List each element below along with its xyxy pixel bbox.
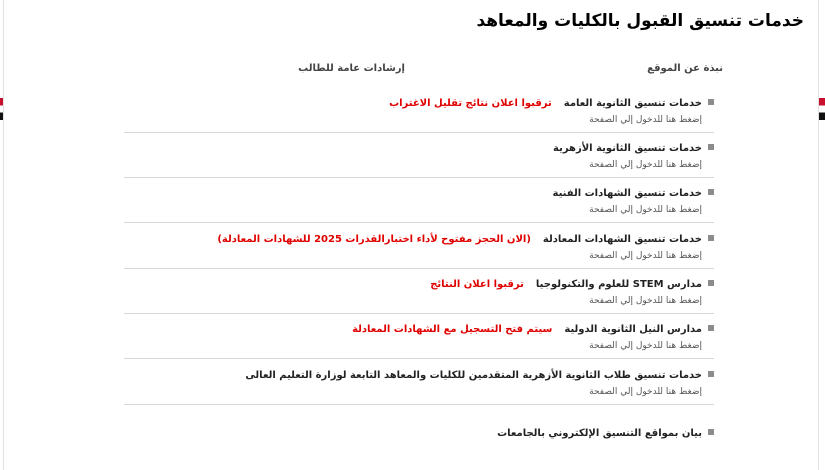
entry-title[interactable]: مدارس النيل الثانوية الدولية	[564, 324, 702, 335]
entry-title[interactable]: خدمات تنسيق طلاب الثانوية الأزهرية المتقدمين للكليات والمعاهد التابعة لوزارة التعليم العالى	[245, 370, 702, 381]
list-item	[233, 369, 714, 398]
entry-announcement: ترقبوا اعلان النتائج	[430, 279, 524, 290]
divider	[124, 177, 714, 178]
bullet-square-icon	[708, 325, 714, 331]
content-panel	[3, 0, 819, 470]
divider	[124, 313, 714, 314]
entry-title[interactable]: مدارس STEM للعلوم والتكنولوجيا	[535, 279, 702, 290]
enter-page-link[interactable]: إضغط هنا للدخول إلي الصفحة	[589, 160, 702, 170]
entry-title[interactable]: خدمات تنسيق الثانوية الأزهرية	[553, 143, 702, 154]
universities-coordination-link[interactable]: بيان بمواقع التنسيق الإلكتروني بالجامعات	[497, 428, 702, 439]
divider	[124, 222, 714, 223]
bullet-square-icon	[708, 144, 714, 150]
enter-page-link[interactable]: إضغط هنا للدخول إلي الصفحة	[589, 296, 702, 306]
bullet-square-icon	[708, 189, 714, 195]
divider	[124, 358, 714, 359]
entry-title[interactable]: خدمات تنسيق الثانوية العامة	[563, 98, 702, 109]
enter-page-link[interactable]: إضغط هنا للدخول إلي الصفحة	[589, 387, 702, 397]
list-item	[430, 278, 714, 307]
entry-title[interactable]: خدمات تنسيق الشهادات المعادلة	[542, 234, 702, 245]
bullet-square-icon	[708, 280, 714, 286]
enter-page-link[interactable]: إضغط هنا للدخول إلي الصفحة	[589, 115, 702, 125]
list-item	[352, 323, 714, 352]
enter-page-link[interactable]: إضغط هنا للدخول إلي الصفحة	[589, 341, 702, 351]
services-list	[4, 0, 818, 470]
divider	[124, 132, 714, 133]
entry-announcement: (الان الحجز مفتوح لأداء اختبارالقدرات 2025 للشهادات المعادلة)	[217, 234, 531, 245]
bullet-square-icon	[708, 99, 714, 105]
divider	[124, 404, 714, 405]
bullet-square-icon	[708, 235, 714, 241]
entry-announcement: سيتم فتح التسجيل مع الشهادات المعادلة	[352, 324, 553, 335]
list-item	[541, 187, 714, 216]
page-title: خدمات تنسيق القبول بالكليات والمعاهد	[476, 11, 804, 31]
flag-stripe-right	[819, 98, 825, 120]
list-item	[389, 97, 714, 126]
enter-page-link[interactable]: إضغط هنا للدخول إلي الصفحة	[589, 205, 702, 215]
list-item	[541, 142, 714, 171]
list-item	[497, 427, 714, 441]
bullet-square-icon	[708, 371, 714, 377]
student-guide-link[interactable]: إرشادات عامة للطالب	[298, 63, 405, 74]
divider	[124, 268, 714, 269]
entry-announcement: ترقبوا اعلان نتائج تقليل الاغتراب	[389, 98, 552, 109]
bullet-square-icon	[708, 429, 714, 435]
enter-page-link[interactable]: إضغط هنا للدخول إلي الصفحة	[589, 251, 702, 261]
about-site-link[interactable]: نبذة عن الموقع	[647, 63, 723, 74]
entry-title[interactable]: خدمات تنسيق الشهادات الفنية	[552, 188, 702, 199]
list-item	[217, 233, 714, 262]
